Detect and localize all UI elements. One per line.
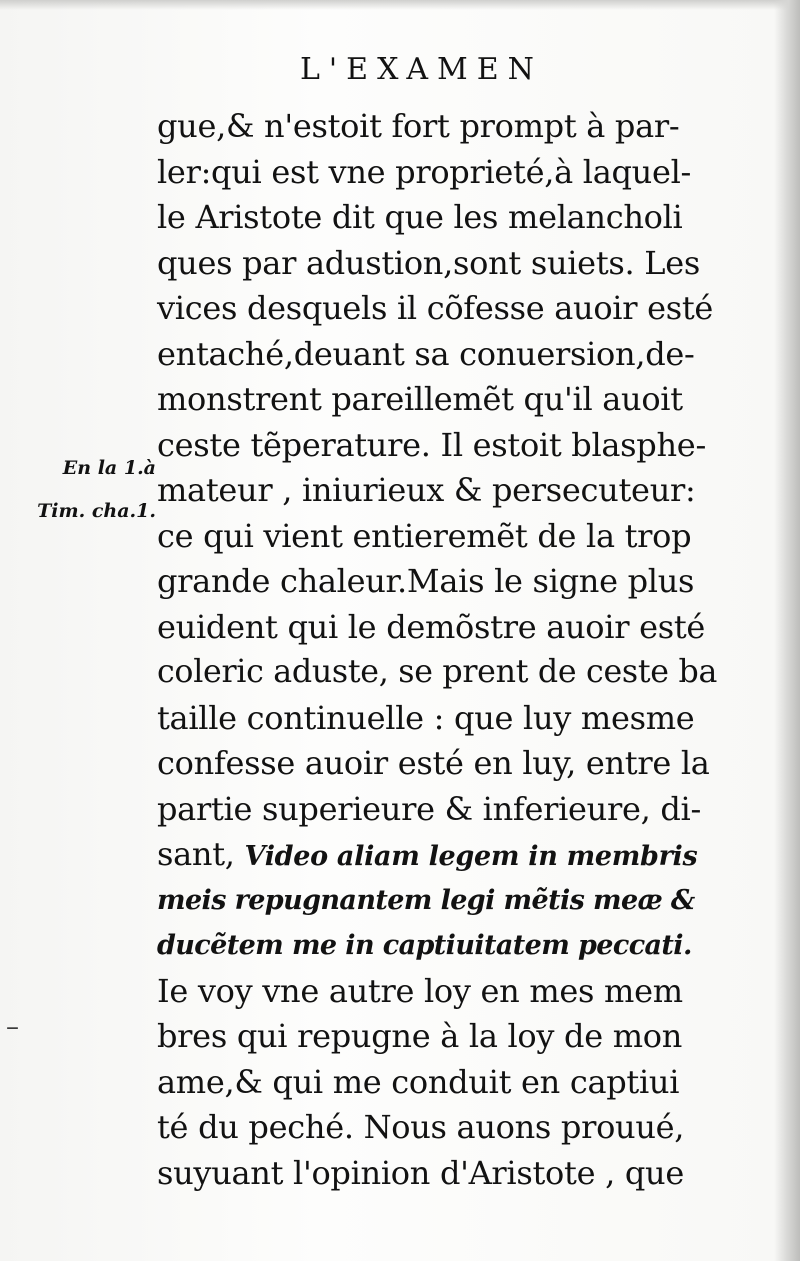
marginal-note-line-1: En la 1.à xyxy=(62,457,156,479)
body-line: coleric aduste, se prent de ceste ba xyxy=(157,654,718,690)
margin-mark: – xyxy=(6,1012,19,1042)
body-line: gue,& n'estoit fort prompt à par- xyxy=(157,107,680,145)
body-text xyxy=(157,104,718,1196)
body-line: euident qui le demõstre auoir esté xyxy=(157,607,706,646)
body-line xyxy=(157,832,715,878)
body-line: le Aristote dit que les melancholi xyxy=(157,198,683,236)
body-line: monstrent pareillemẽt qu'il auoit xyxy=(157,380,683,418)
body-line: grande chaleur.Mais le signe plus xyxy=(157,562,695,600)
latin-quote-line: ducẽtem me in captiuitatem peccati. xyxy=(157,930,692,961)
running-title: L'EXAMEN xyxy=(300,52,543,87)
body-line: vices desquels il cõfesse auoir esté xyxy=(157,289,714,327)
body-line: entaché,deuant sa conuersion,de- xyxy=(157,334,695,373)
body-line: suyuant l'opinion d'Aristote , que xyxy=(157,1153,684,1192)
body-line: ler:qui est vne proprieté,à laquel- xyxy=(157,152,692,191)
body-line: taille continuelle : que luy mesme xyxy=(157,698,695,737)
page-top-shadow xyxy=(0,0,800,10)
latin-quote-line: meis repugnantem legi mẽtis meæ & xyxy=(157,884,695,916)
body-line-roman-part: sant, xyxy=(157,835,245,873)
body-line: té du peché. Nous auons prouué, xyxy=(157,1108,685,1146)
body-line: Ie voy vne autre loy en mes mem xyxy=(157,971,683,1010)
marginal-note xyxy=(6,447,156,533)
body-line: partie superieure & inferieure, di- xyxy=(157,789,701,828)
body-line: ame,& qui me conduit en captiui xyxy=(157,1062,680,1101)
marginal-note-line-2: Tim. cha.1. xyxy=(37,500,156,522)
body-line: ce qui vient entieremẽt de la trop xyxy=(157,516,692,555)
body-line: bres qui repugne à la loy de mon xyxy=(157,1017,683,1055)
body-line: ceste tẽperature. Il estoit blasphe- xyxy=(157,425,706,464)
page-edge-shadow xyxy=(774,0,800,1261)
body-line: ques par adustion,sont suiets. Les xyxy=(157,243,700,282)
body-line: confesse auoir esté en luy, entre la xyxy=(157,744,710,782)
latin-quote-start: Video aliam legem in membris xyxy=(244,841,698,872)
body-line: mateur , iniurieux & persecuteur: xyxy=(157,471,696,509)
